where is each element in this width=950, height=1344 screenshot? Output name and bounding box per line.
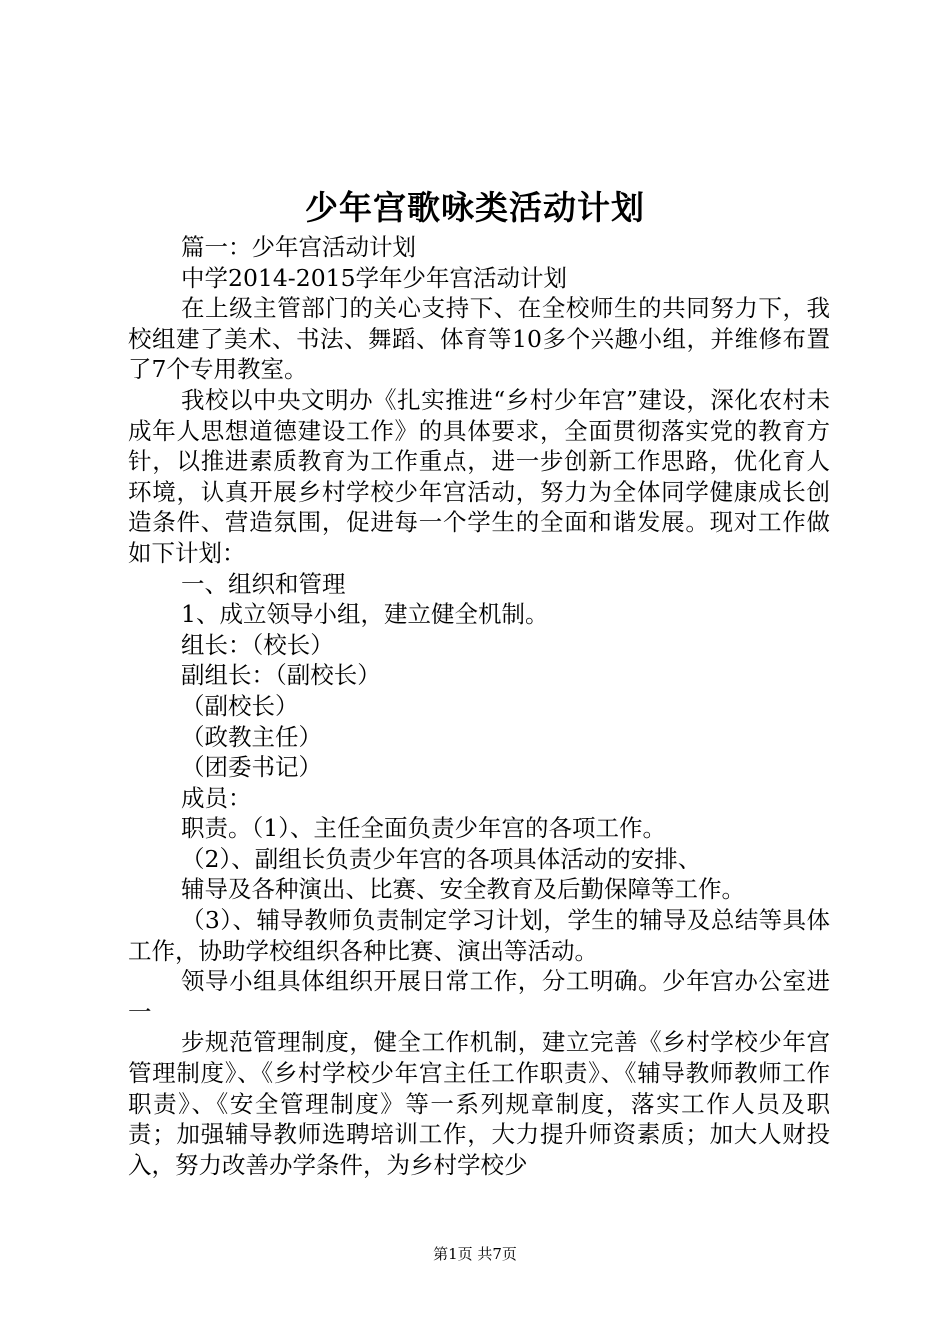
paragraph-5: 一、组织和管理	[181, 569, 346, 598]
paragraph-10: （政教主任）	[181, 722, 322, 751]
paragraph-3: 在上级主管部门的关心支持下、在全校师生的共同努力下，我校组建了美术、书法、舞蹈、体育等10多个兴趣小组，并维修布置了7个专用教室。	[128, 294, 830, 384]
paragraph-11: （团委书记）	[181, 753, 322, 782]
paragraph-8: 副组长：（副校长）	[181, 661, 381, 690]
paragraph-16: （3）、辅导教师负责制定学习计划，学生的辅导及总结等具体工作，协助学校组织各种比赛、演出等活动。	[128, 906, 830, 965]
paragraph-14: （2）、副组长负责少年宫的各项具体活动的安排、	[181, 844, 702, 873]
paragraph-15: 辅导及各种演出、比赛、安全教育及后勤保障等工作。	[181, 875, 745, 904]
paragraph-17: 领导小组具体组织开展日常工作，分工明确。少年宫办公室进一	[128, 967, 830, 1026]
paragraph-12: 成员：	[181, 783, 252, 812]
paragraph-7: 组长：（校长）	[181, 630, 334, 659]
paragraph-18: 步规范管理制度，健全工作机制，建立完善《乡村学校少年宫管理制度》、《乡村学校少年宫主任工作职责》、《辅导教师教师工作职责》、《安全管理制度》等一系列规章制度，落实工作人员及职责；加强辅导教师选聘培训工作，大力提升师资素质；加大人财投入，努力改善办学条件，为乡村学校少	[128, 1028, 830, 1179]
document-title: 少年宫歌咏类活动计划	[305, 188, 645, 227]
paragraph-4: 我校以中央文明办《扎实推进“乡村少年宫”建设，深化农村未成年人思想道德建设工作》的具体要求，全面贯彻落实党的教育方针，以推进素质教育为工作重点，进一步创新工作思路，优化育人环境，认真开展乡村学校少年宫活动，努力为全体同学健康成长创造条件、营造氛围，促进每一个学生的全面和谐发展。现对工作做如下计划：	[128, 385, 830, 567]
paragraph-1: 篇一：少年宫活动计划	[181, 233, 416, 261]
paragraph-6: 1、成立领导小组，建立健全机制。	[181, 600, 549, 629]
document-body	[128, 232, 830, 1180]
paragraph-13: 职责。（1）、主任全面负责少年宫的各项工作。	[181, 814, 666, 843]
page-footer: 第1页 共7页	[433, 1245, 517, 1263]
paragraph-2: 中学2014-2015学年少年宫活动计划	[181, 263, 568, 292]
paragraph-9: （副校长）	[181, 691, 299, 720]
